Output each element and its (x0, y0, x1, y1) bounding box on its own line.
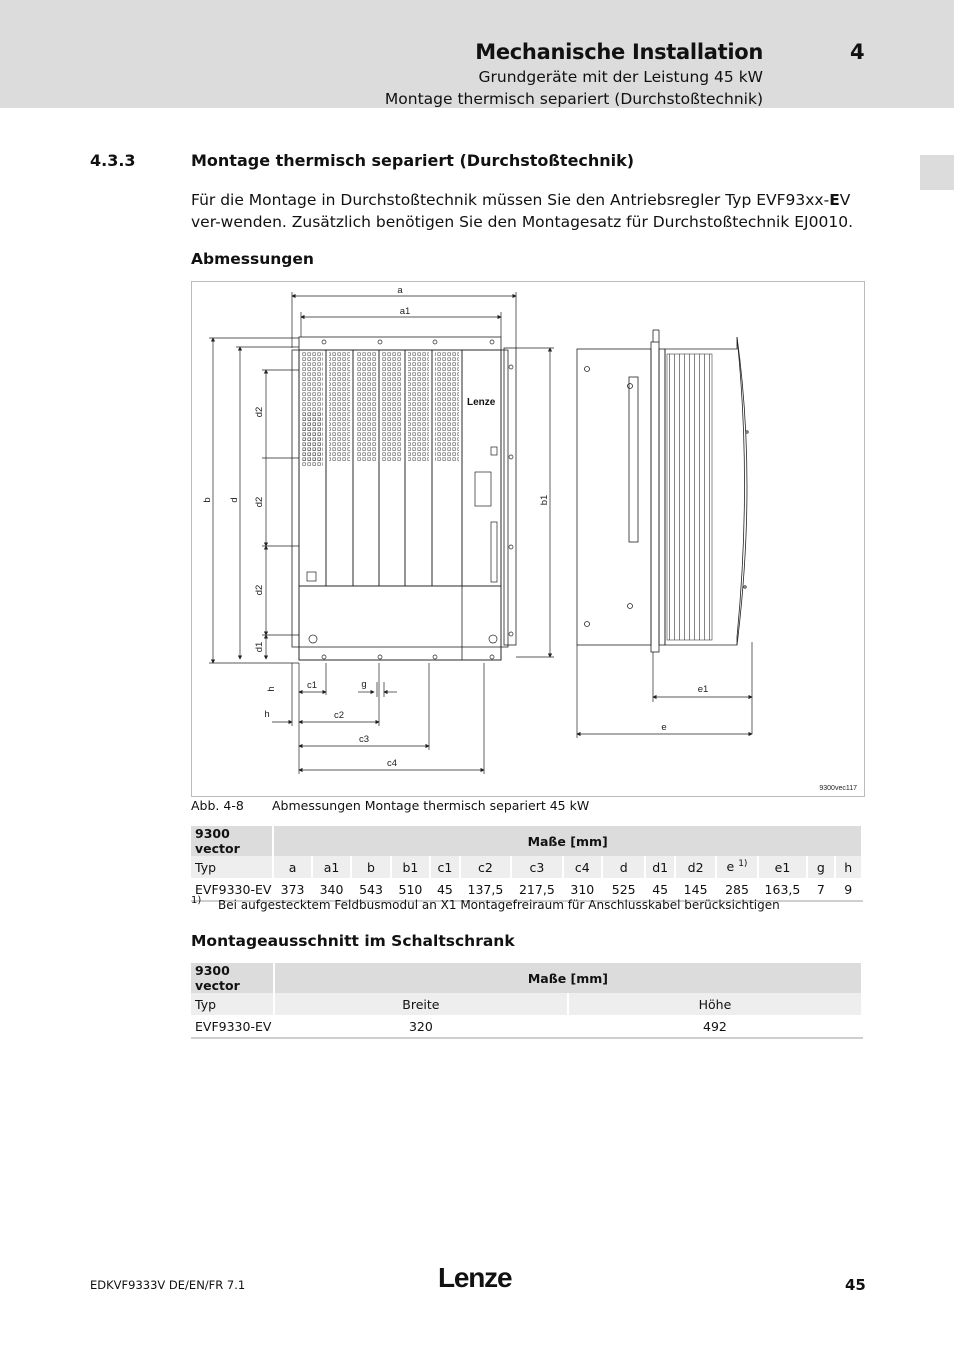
table-col-footnote-mark: 1) (738, 859, 748, 870)
table-cell: 45 (430, 878, 460, 901)
footnote-mark: 1) (191, 895, 202, 906)
table-cell: 543 (351, 878, 390, 901)
dim-label-d1: d1 (254, 641, 265, 653)
section-number: 4.3.3 (90, 151, 136, 170)
dimensions-table-subheader (191, 856, 862, 878)
table-cell: 510 (391, 878, 430, 901)
dim-label-d2-mid: d2 (254, 496, 265, 508)
footer-logo: Lenze (438, 1262, 512, 1293)
table-col-header: g (807, 856, 834, 878)
table-cell: 145 (675, 878, 716, 901)
figure-caption-text: Abmessungen Montage thermisch separiert 45 kW (272, 798, 590, 813)
figure-caption-number: Abb. 4-8 (191, 798, 244, 813)
table-col-header: a1 (312, 856, 351, 878)
table-group-label: 9300 vector (191, 963, 274, 993)
cutout-table-header (191, 963, 862, 993)
table-row-type: EVF9330-EV (191, 1015, 274, 1038)
table-col-header: a (273, 856, 312, 878)
table-col-header: c2 (460, 856, 511, 878)
page-title: Mechanische Installation (475, 40, 763, 64)
table-col-header: b1 (391, 856, 430, 878)
table-col-header: d1 (645, 856, 675, 878)
dim-label-c4: c4 (386, 758, 398, 769)
footnote-text: Bei aufgestecktem Feldbusmodul an X1 Montagefreiraum für Anschlusskabel berücksichtigen (218, 898, 780, 912)
dimension-drawing-svg (192, 282, 864, 796)
dim-label-g: g (361, 679, 367, 690)
table-cell: 492 (568, 1015, 862, 1038)
table-col-header: h (835, 856, 862, 878)
dimensions-table-header (191, 826, 862, 856)
table-row (191, 1015, 862, 1038)
dim-label-a1: a1 (399, 306, 411, 317)
table-type-label: Typ (191, 993, 274, 1015)
dim-label-c3: c3 (358, 734, 370, 745)
dim-label-c2: c2 (333, 710, 345, 721)
table-cell: 340 (312, 878, 351, 901)
table-type-label: Typ (191, 856, 273, 878)
table-col-header: c1 (430, 856, 460, 878)
dim-label-a: a (397, 285, 403, 296)
dim-label-d2-top: d2 (254, 406, 265, 418)
page-number: 45 (845, 1276, 866, 1294)
figure-caption (191, 798, 589, 813)
dimension-drawing (191, 281, 865, 797)
table-group-header: Maße [mm] (273, 826, 862, 856)
table-col-header: d (602, 856, 645, 878)
subheading-cutout: Montageausschnitt im Schaltschrank (191, 932, 515, 950)
footer-doc-id: EDKVF9333V DE/EN/FR 7.1 (90, 1278, 246, 1292)
cutout-table (191, 963, 863, 1039)
figure-brand-label: Lenze (467, 397, 496, 408)
table-cell: 525 (602, 878, 645, 901)
table-col-header: e1 (758, 856, 808, 878)
subheading-dimensions: Abmessungen (191, 250, 314, 268)
dimensions-table (191, 826, 863, 902)
table-cell: 9 (835, 878, 862, 901)
dim-label-e1: e1 (697, 684, 709, 695)
cutout-table-subheader (191, 993, 862, 1015)
chapter-number: 4 (850, 40, 865, 64)
table-col-header: d2 (675, 856, 716, 878)
table-cell: 310 (563, 878, 602, 901)
dim-label-c1: c1 (306, 680, 318, 691)
table-col-header: Höhe (568, 993, 862, 1015)
table-col-header-e: e (726, 859, 735, 875)
table-cell: 320 (274, 1015, 568, 1038)
table-col-header: c3 (511, 856, 562, 878)
table-cell: 45 (645, 878, 675, 901)
table-col-header: Breite (274, 993, 568, 1015)
figure-code: 9300vec117 (819, 785, 857, 792)
dim-label-h: h (264, 709, 270, 720)
table-cell: 7 (807, 878, 834, 901)
dim-label-b: b (202, 497, 213, 503)
header-subtitle-1: Grundgeräte mit der Leistung 45 kW (478, 68, 763, 86)
section-title: Montage thermisch separiert (Durchstoßtechnik) (191, 151, 635, 170)
paragraph-text-2: V ver-wenden. Zusätzlich benötigen Sie den Montagesatz für Durchstoßtechnik EJ0010. (191, 191, 854, 231)
paragraph-text-1: Für die Montage in Durchstoßtechnik müssen Sie den Antriebsregler Typ EVF93xx- (191, 191, 830, 209)
paragraph-bold-e: E (829, 191, 840, 209)
header-subtitle-2: Montage thermisch separiert (Durchstoßtechnik) (384, 90, 763, 108)
table-col-header (716, 856, 757, 878)
table-col-header: b (351, 856, 390, 878)
dim-label-h-vertical: h (266, 686, 277, 692)
table-cell: 137,5 (460, 878, 511, 901)
table-cell: 163,5 (758, 878, 808, 901)
dim-label-d2-bottom: d2 (254, 584, 265, 596)
dim-label-d: d (229, 497, 240, 503)
dim-label-b1: b1 (539, 494, 550, 506)
chapter-side-tab (920, 155, 954, 190)
table-row-type: EVF9330-EV (191, 878, 273, 901)
table-group-header: Maße [mm] (274, 963, 862, 993)
table-cell: 217,5 (511, 878, 562, 901)
section-paragraph (191, 189, 871, 233)
table-col-header: c4 (563, 856, 602, 878)
table-cell: 285 (716, 878, 757, 901)
dim-label-e: e (661, 722, 667, 733)
table-group-label: 9300 vector (191, 826, 273, 856)
table-cell: 373 (273, 878, 312, 901)
